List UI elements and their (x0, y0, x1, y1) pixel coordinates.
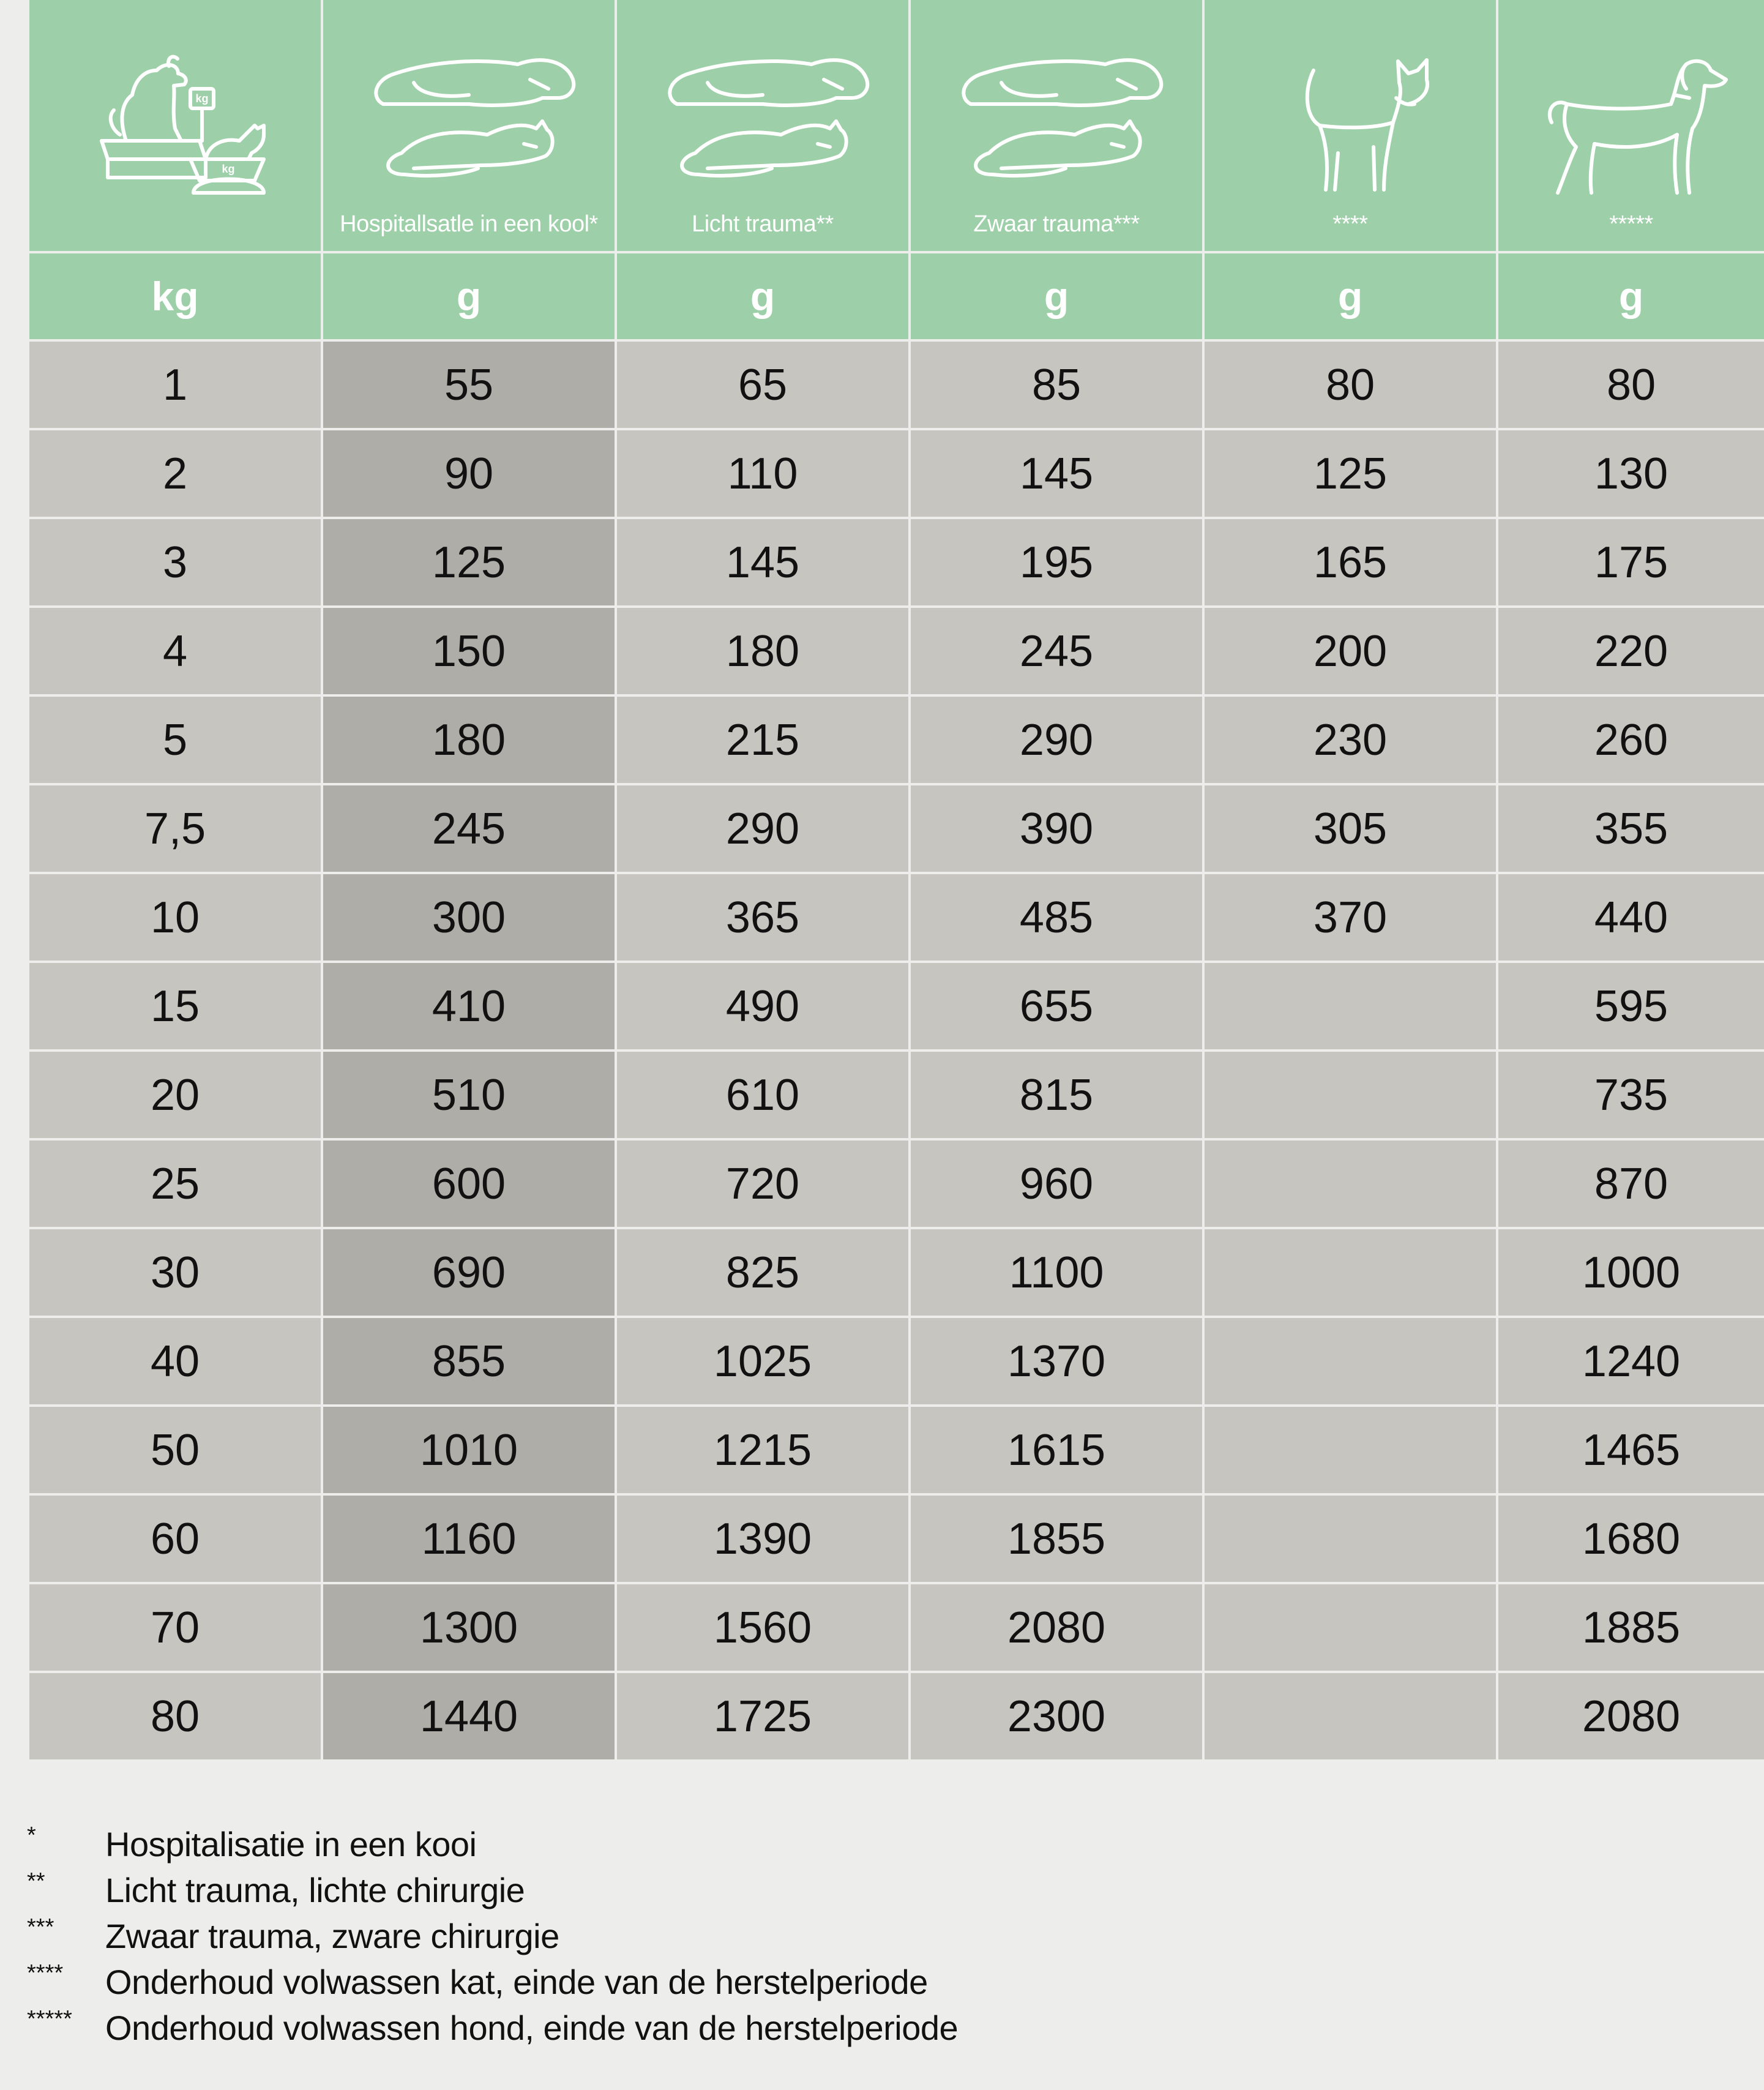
light-trauma-cell: 1560 (616, 1583, 910, 1672)
standing-cat-icon (1205, 37, 1496, 214)
sleeping-dog-and-cat-icon (617, 37, 908, 214)
hospitalisation-cell: 855 (322, 1317, 616, 1406)
unit-cell: g (910, 252, 1203, 340)
hospitalisation-cell: 600 (322, 1139, 616, 1228)
table-row (28, 1494, 1764, 1583)
weight-cell: 15 (28, 962, 322, 1051)
weight-cell: 3 (28, 518, 322, 607)
adult-cat-cell: 165 (1203, 518, 1497, 607)
weight-cell: 4 (28, 607, 322, 695)
adult-dog-cell: 735 (1497, 1051, 1764, 1139)
light-trauma-cell: 720 (616, 1139, 910, 1228)
scale-with-dog-and-cat-icon (29, 37, 321, 214)
hospitalisation-cell: 180 (322, 695, 616, 784)
unit-header-row (28, 252, 1764, 340)
adult-dog-cell: 1680 (1497, 1494, 1764, 1583)
legend-text: Zwaar trauma, zware chirurgie (105, 1917, 559, 1955)
table-row (28, 1672, 1764, 1761)
adult-cat-cell: 200 (1203, 607, 1497, 695)
severe-trauma-cell: 145 (910, 429, 1203, 518)
legend-item (27, 1821, 958, 1867)
adult-cat-cell (1203, 1406, 1497, 1494)
hospitalisation-cell: 410 (322, 962, 616, 1051)
legend-item (27, 1867, 958, 1913)
svg-text:kg: kg (195, 92, 209, 105)
feeding-table (27, 0, 1764, 1762)
unit-cell: g (1497, 252, 1764, 340)
header-cell-severe-trauma (910, 0, 1203, 252)
severe-trauma-cell: 655 (910, 962, 1203, 1051)
hospitalisation-cell: 90 (322, 429, 616, 518)
legend-mark: ** (27, 1868, 45, 1894)
table-row (28, 1228, 1764, 1317)
light-trauma-cell: 1725 (616, 1672, 910, 1761)
legend-text: Onderhoud volwassen hond, einde van de herstelperiode (105, 2009, 959, 2047)
hospitalisation-cell: 150 (322, 607, 616, 695)
adult-dog-cell: 1240 (1497, 1317, 1764, 1406)
adult-cat-cell (1203, 1228, 1497, 1317)
legend-mark: *** (27, 1914, 54, 1940)
severe-trauma-cell: 1370 (910, 1317, 1203, 1406)
legend-item (27, 1959, 958, 2005)
weight-cell: 70 (28, 1583, 322, 1672)
light-trauma-cell: 65 (616, 340, 910, 429)
header-cell-adult-dog (1497, 0, 1764, 252)
hospitalisation-cell: 245 (322, 784, 616, 873)
light-trauma-cell: 180 (616, 607, 910, 695)
adult-cat-cell (1203, 1051, 1497, 1139)
adult-dog-cell: 355 (1497, 784, 1764, 873)
adult-cat-cell: 305 (1203, 784, 1497, 873)
legend-mark: **** (27, 1960, 64, 1986)
adult-dog-cell: 220 (1497, 607, 1764, 695)
adult-dog-cell: 1000 (1497, 1228, 1764, 1317)
table-row (28, 518, 1764, 607)
adult-cat-cell: 370 (1203, 873, 1497, 962)
unit-cell: kg (28, 252, 322, 340)
adult-cat-cell (1203, 1317, 1497, 1406)
hospitalisation-cell: 125 (322, 518, 616, 607)
light-trauma-cell: 145 (616, 518, 910, 607)
svg-text:kg: kg (222, 163, 235, 175)
weight-cell: 50 (28, 1406, 322, 1494)
severe-trauma-cell: 1855 (910, 1494, 1203, 1583)
hospitalisation-cell: 1160 (322, 1494, 616, 1583)
unit-cell: g (616, 252, 910, 340)
severe-trauma-cell: 960 (910, 1139, 1203, 1228)
adult-cat-cell: 125 (1203, 429, 1497, 518)
table-row (28, 1583, 1764, 1672)
table-row (28, 1406, 1764, 1494)
hospitalisation-cell: 1440 (322, 1672, 616, 1761)
legend-item (27, 2005, 958, 2051)
header-cell-adult-cat (1203, 0, 1497, 252)
severe-trauma-cell: 245 (910, 607, 1203, 695)
unit-cell: g (322, 252, 616, 340)
severe-trauma-cell: 195 (910, 518, 1203, 607)
column-label: ***** (1609, 211, 1653, 237)
legend-mark: * (27, 1822, 36, 1848)
weight-cell: 1 (28, 340, 322, 429)
legend-mark: ***** (27, 2006, 72, 2032)
table-row (28, 1139, 1764, 1228)
table-row (28, 340, 1764, 429)
column-label: **** (1332, 211, 1368, 237)
adult-cat-cell: 80 (1203, 340, 1497, 429)
weight-cell: 5 (28, 695, 322, 784)
table-row (28, 784, 1764, 873)
severe-trauma-cell: 85 (910, 340, 1203, 429)
weight-cell: 60 (28, 1494, 322, 1583)
light-trauma-cell: 110 (616, 429, 910, 518)
legend-item (27, 1913, 958, 1959)
sleeping-dog-and-cat-icon (911, 37, 1202, 214)
unit-cell: g (1203, 252, 1497, 340)
adult-cat-cell: 230 (1203, 695, 1497, 784)
light-trauma-cell: 825 (616, 1228, 910, 1317)
severe-trauma-cell: 485 (910, 873, 1203, 962)
column-label: Zwaar trauma*** (973, 211, 1140, 237)
column-label: Licht trauma** (692, 211, 834, 237)
adult-dog-cell: 260 (1497, 695, 1764, 784)
adult-cat-cell (1203, 1583, 1497, 1672)
weight-cell: 2 (28, 429, 322, 518)
light-trauma-cell: 1215 (616, 1406, 910, 1494)
table-row (28, 1051, 1764, 1139)
icon-header-row (28, 0, 1764, 252)
table-row (28, 873, 1764, 962)
adult-dog-cell: 440 (1497, 873, 1764, 962)
severe-trauma-cell: 290 (910, 695, 1203, 784)
table-row (28, 607, 1764, 695)
adult-cat-cell (1203, 962, 1497, 1051)
table-row (28, 429, 1764, 518)
light-trauma-cell: 215 (616, 695, 910, 784)
weight-cell: 80 (28, 1672, 322, 1761)
adult-cat-cell (1203, 1672, 1497, 1761)
hospitalisation-cell: 510 (322, 1051, 616, 1139)
legend-text: Onderhoud volwassen kat, einde van de herstelperiode (105, 1963, 928, 2001)
severe-trauma-cell: 1615 (910, 1406, 1203, 1494)
header-cell-hospitalisation (322, 0, 616, 252)
severe-trauma-cell: 1100 (910, 1228, 1203, 1317)
light-trauma-cell: 490 (616, 962, 910, 1051)
severe-trauma-cell: 815 (910, 1051, 1203, 1139)
hospitalisation-cell: 1010 (322, 1406, 616, 1494)
column-label: Hospitallsatle in een kool* (340, 211, 598, 237)
light-trauma-cell: 1025 (616, 1317, 910, 1406)
light-trauma-cell: 610 (616, 1051, 910, 1139)
weight-cell: 30 (28, 1228, 322, 1317)
weight-cell: 40 (28, 1317, 322, 1406)
header-cell-light-trauma (616, 0, 910, 252)
footnote-legend (27, 1821, 958, 2051)
table-row (28, 1317, 1764, 1406)
severe-trauma-cell: 390 (910, 784, 1203, 873)
weight-cell: 25 (28, 1139, 322, 1228)
legend-text: Licht trauma, lichte chirurgie (105, 1871, 525, 1909)
adult-dog-cell: 130 (1497, 429, 1764, 518)
light-trauma-cell: 1390 (616, 1494, 910, 1583)
adult-dog-cell: 2080 (1497, 1672, 1764, 1761)
table-row (28, 695, 1764, 784)
adult-cat-cell (1203, 1139, 1497, 1228)
adult-dog-cell: 1885 (1497, 1583, 1764, 1672)
light-trauma-cell: 290 (616, 784, 910, 873)
severe-trauma-cell: 2080 (910, 1583, 1203, 1672)
adult-dog-cell: 1465 (1497, 1406, 1764, 1494)
adult-dog-cell: 175 (1497, 518, 1764, 607)
adult-dog-cell: 80 (1497, 340, 1764, 429)
hospitalisation-cell: 55 (322, 340, 616, 429)
legend-text: Hospitalisatie in een kooi (105, 1825, 477, 1863)
hospitalisation-cell: 300 (322, 873, 616, 962)
table-row (28, 962, 1764, 1051)
adult-dog-cell: 595 (1497, 962, 1764, 1051)
adult-cat-cell (1203, 1494, 1497, 1583)
weight-cell: 10 (28, 873, 322, 962)
hospitalisation-cell: 1300 (322, 1583, 616, 1672)
weight-cell: 7,5 (28, 784, 322, 873)
sleeping-dog-and-cat-icon (323, 37, 615, 214)
hospitalisation-cell: 690 (322, 1228, 616, 1317)
adult-dog-cell: 870 (1497, 1139, 1764, 1228)
severe-trauma-cell: 2300 (910, 1672, 1203, 1761)
light-trauma-cell: 365 (616, 873, 910, 962)
standing-dog-icon (1498, 37, 1764, 214)
weight-cell: 20 (28, 1051, 322, 1139)
header-cell-weight (28, 0, 322, 252)
